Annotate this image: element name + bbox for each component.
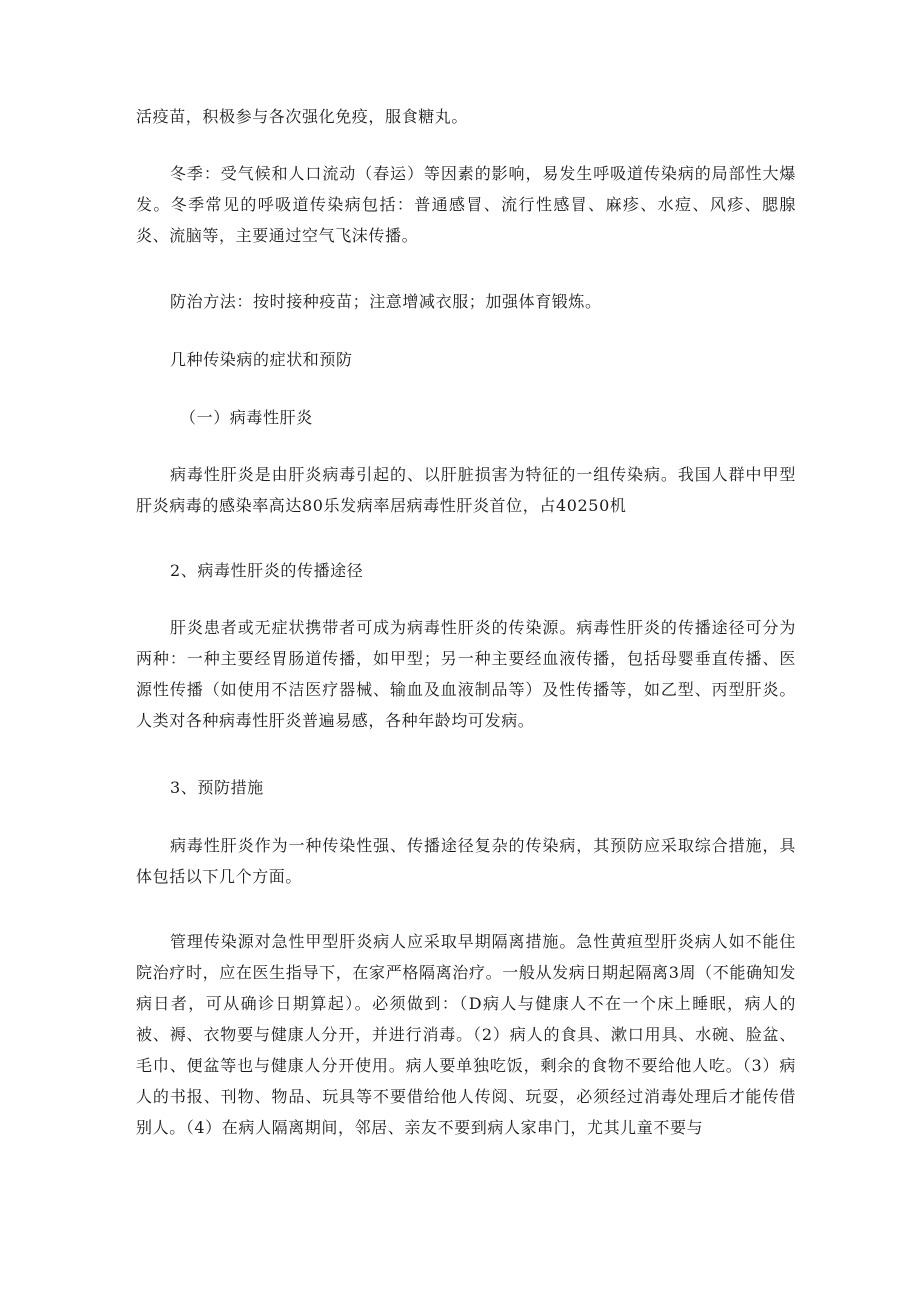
paragraph-prevention-intro: 病毒性肝炎作为一种传染性强、传播途径复杂的传染病，其预防应采取综合措施，具体包括以下几个方面。	[136, 836, 796, 886]
section-heading-viral-hepatitis: （一）病毒性肝炎	[180, 408, 313, 427]
paragraph-vaccine-continuation: 活疫苗，积极参与各次强化免疫，服食糖丸。	[136, 107, 469, 126]
paragraph-winter: 冬季：受气候和人口流动（春运）等因素的影响，易发生呼吸道传染病的局部性大爆发。冬季常见的呼吸道传染病包括：普通感冒、流行性感冒、麻疹、水痘、风疹、腮腺炎、流脑等，主要通过空气飞沫传播。	[136, 164, 796, 245]
section-heading-transmission: 2、病毒性肝炎的传播途径	[170, 561, 364, 580]
paragraph-manage-source: 管理传染源对急性甲型肝炎病人应采取早期隔离措施。急性黄疸型肝炎病人如不能住院治疗时，应在医生指导下，在家严格隔离治疗。一般从发病日期起隔离3周（不能确知发病日者，可从确诊日期算起）。必须做到：（D病人与健康人不在一个床上睡眠，病人的被、褥、衣物要与健康人分开，并进行消毒。（2）病人的食具、漱口用具、水碗、脸盆、毛巾、便盆等也与健康人分开使用。病人要单独吃饭，剩余的食物不要给他人吃。（3）病人的书报、刊物、物品、玩具等不要借给他人传阅、玩耍，必须经过消毒处理后才能传借别人。（4）在病人隔离期间，邻居、亲友不要到病人家串门，尤其儿童不要与	[136, 932, 796, 1137]
section-heading-diseases: 几种传染病的症状和预防	[170, 350, 353, 369]
paragraph-transmission: 肝炎患者或无症状携带者可成为病毒性肝炎的传染源。病毒性肝炎的传播途径可分为两种：一种主要经胃肠道传播，如甲型；另一种主要经血液传播，包括母婴垂直传播、医源性传播（如使用不洁医疗器械、输血及血液制品等）及性传播等，如乙型、丙型肝炎。人类对各种病毒性肝炎普遍易感，各种年龄均可发病。	[136, 618, 796, 730]
section-heading-prevention-measures: 3、预防措施	[170, 778, 264, 797]
paragraph-prevention-methods: 防治方法：按时接种疫苗；注意增减衣服；加强体育锻炼。	[170, 292, 602, 311]
paragraph-hepatitis-intro: 病毒性肝炎是由肝炎病毒引起的、以肝脏损害为特征的一组传染病。我国人群中甲型肝炎病毒的感染率高达80乐发病率居病毒性肝炎首位，占40250机	[136, 465, 796, 515]
